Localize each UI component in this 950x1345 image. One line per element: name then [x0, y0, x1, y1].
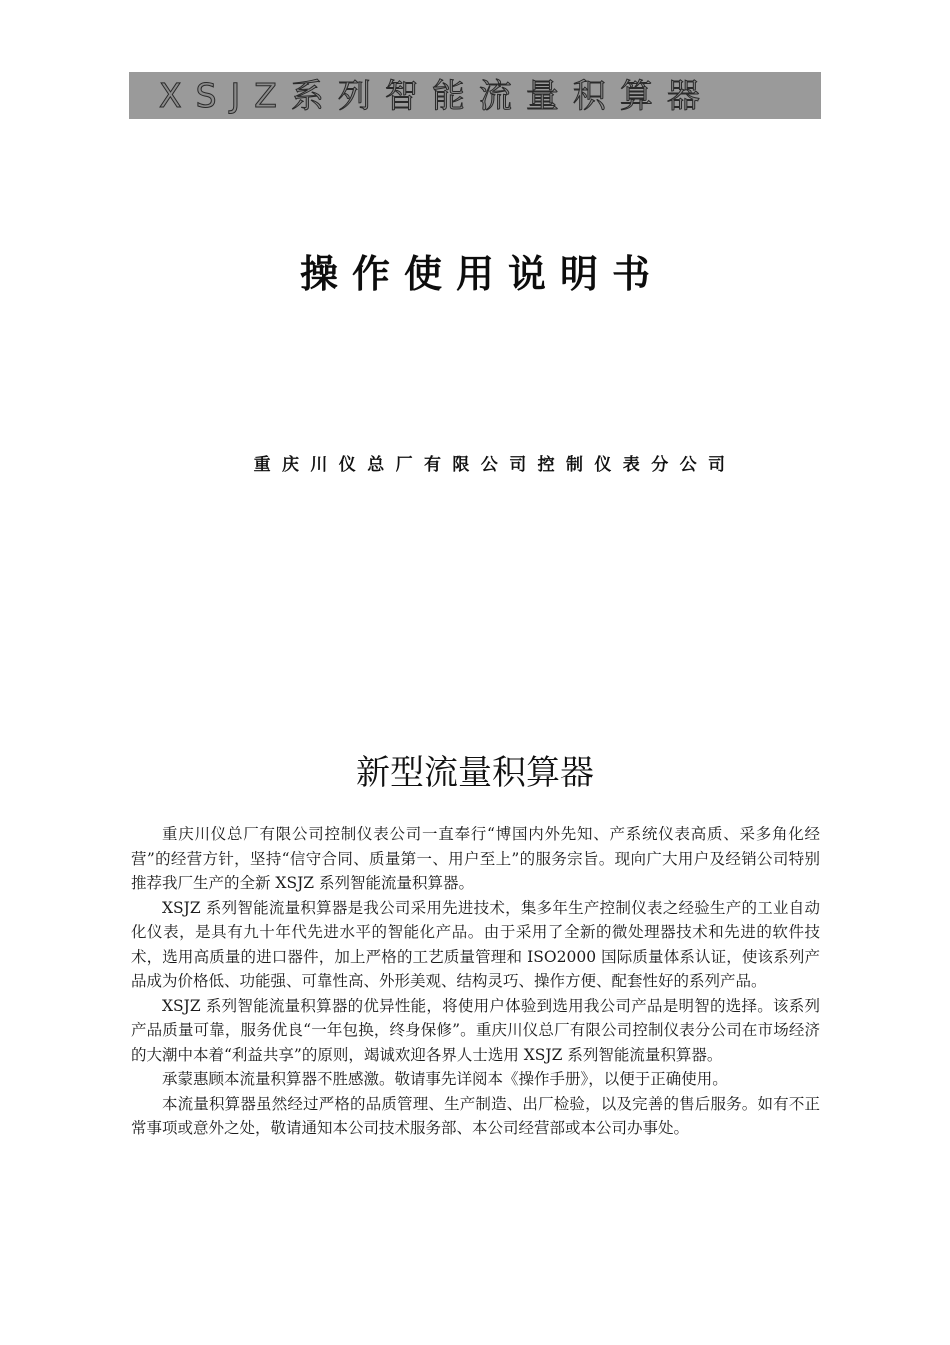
banner-title: XSJZ系列智能流量积算器: [159, 76, 714, 115]
paragraph: 本流量积算器虽然经过严格的品质管理、生产制造、出厂检验，以及完善的售后服务。如有不正常事项或意外之处，敬请通知本公司技术服务部、本公司经营部或本公司办事处。: [131, 1094, 820, 1137]
company-name: 重庆川仪总厂有限公司控制仪表分公司: [253, 455, 737, 475]
intro-body: [131, 822, 820, 1141]
paragraph: XSJZ 系列智能流量积算器是我公司采用先进技术，集多年生产控制仪表之经验生产的工业自动化仪表，是具有九十年代先进水平的智能化产品。由于采用了全新的微处理器技术和先进的软件技术，选用高质量的进口器件，加上严格的工艺质量管理和 ISO2000 国际质量体系认证，使该系列产品成为价格低、功能强、可靠性高、外形美观、结构灵巧、操作方便、配套性好的系列产品。: [131, 898, 820, 990]
paragraph: XSJZ 系列智能流量积算器的优异性能，将使用户体验到选用我公司产品是明智的选择。该系列产品质量可靠，服务优良“一年包换，终身保修”。重庆川仪总厂有限公司控制仪表分公司在市场经济的大潮中本着“利益共享”的原则，竭诚欢迎各界人士选用 XSJZ 系列智能流量积算器。: [131, 996, 820, 1064]
document-title: 操作使用说明书: [299, 252, 664, 296]
section-heading: 新型流量积算器: [356, 753, 594, 793]
paragraph: 承蒙惠顾本流量积算器不胜感激。敬请事先详阅本《操作手册》，以便于正确使用。: [162, 1070, 728, 1088]
paragraph: 重庆川仪总厂有限公司控制仪表公司一直奉行“博国内外先知、产系统仪表高质、采多角化经营”的经营方针，坚持“信守合同、质量第一、用户至上”的服务宗旨。现向广大用户及经销公司特别推荐我厂生产的全新 XSJZ 系列智能流量积算器。: [131, 825, 820, 892]
header-banner: [129, 72, 821, 119]
